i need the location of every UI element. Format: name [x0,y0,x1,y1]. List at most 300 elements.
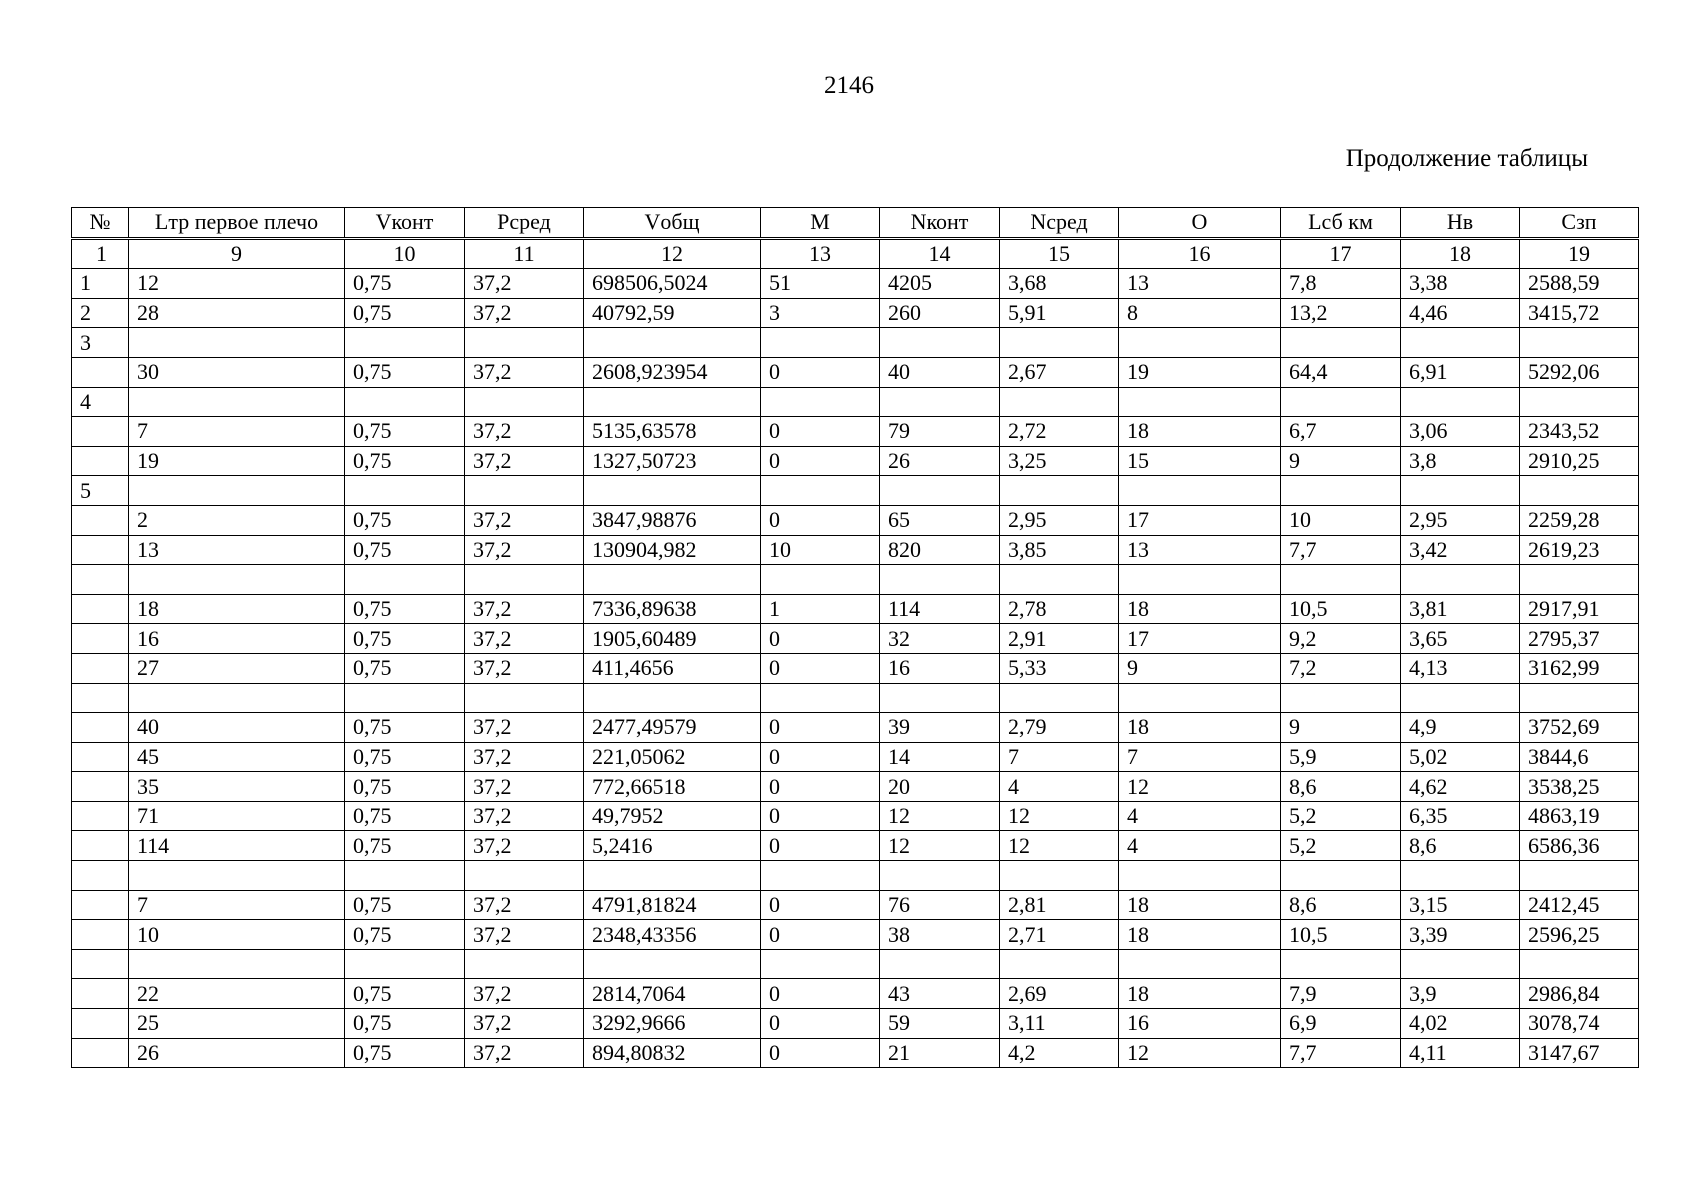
table-cell: 0 [761,920,880,950]
table-cell: 0,75 [345,920,465,950]
table-cell: 37,2 [465,831,584,861]
table-cell [584,387,761,417]
column-header: № [72,208,129,239]
table-cell: 6,7 [1281,417,1401,447]
table-cell: 14 [880,742,1000,772]
table-row [72,417,1639,447]
table-cell: 79 [880,417,1000,447]
table-cell: 3,8 [1401,446,1520,476]
table-cell: 18 [1119,594,1281,624]
table-cell: 3,65 [1401,624,1520,654]
table-cell: 3,39 [1401,920,1520,950]
table-cell: 10,5 [1281,920,1401,950]
table-cell: 0,75 [345,417,465,447]
table-cell: 4,62 [1401,772,1520,802]
table-cell: 3,25 [1000,446,1119,476]
table-cell: 5 [72,476,129,506]
table-cell [1520,387,1639,417]
table-cell: 2986,84 [1520,979,1639,1009]
table-cell: 0 [761,979,880,1009]
table-cell: 37,2 [465,535,584,565]
table-cell: 40792,59 [584,298,761,328]
table-cell: 35 [129,772,345,802]
table-cell: 0,75 [345,653,465,683]
table-cell [1520,949,1639,979]
table-cell: 3,06 [1401,417,1520,447]
table-cell [129,476,345,506]
table-cell: 16 [1119,1009,1281,1039]
table-cell: 5,2 [1281,801,1401,831]
table-cell: 7 [1119,742,1281,772]
column-header: Lсб км [1281,208,1401,239]
table-row [72,328,1639,358]
table-cell: 2477,49579 [584,713,761,743]
table-cell: 13 [1119,269,1281,299]
table-cell: 2343,52 [1520,417,1639,447]
column-number: 18 [1401,238,1520,269]
table-cell: 3,85 [1000,535,1119,565]
table-row [72,387,1639,417]
column-header: Hв [1401,208,1520,239]
table-cell [72,801,129,831]
table-cell [880,949,1000,979]
table-cell [584,328,761,358]
table-cell: 0 [761,417,880,447]
table-cell: 0 [761,357,880,387]
table-cell: 0,75 [345,594,465,624]
table-cell: 15 [1119,446,1281,476]
table-row [72,890,1639,920]
table-cell: 13 [1119,535,1281,565]
table-cell: 4,46 [1401,298,1520,328]
table-cell: 39 [880,713,1000,743]
table-cell: 37,2 [465,1038,584,1068]
table-cell: 8,6 [1401,831,1520,861]
table-cell [345,683,465,713]
table-cell [72,890,129,920]
table-cell [72,772,129,802]
table-cell: 0 [761,890,880,920]
table-cell: 2619,23 [1520,535,1639,565]
table-cell: 772,66518 [584,772,761,802]
table-cell: 17 [1119,624,1281,654]
table-cell: 0,75 [345,1009,465,1039]
column-number: 17 [1281,238,1401,269]
table-row [72,476,1639,506]
table-row [72,446,1639,476]
table-cell: 3752,69 [1520,713,1639,743]
table-cell: 9 [1281,713,1401,743]
table-cell: 0,75 [345,298,465,328]
table-cell: 0,75 [345,446,465,476]
table-cell: 2795,37 [1520,624,1639,654]
table-cell: 221,05062 [584,742,761,772]
table-cell [761,949,880,979]
table-cell: 1327,50723 [584,446,761,476]
table-cell: 0 [761,653,880,683]
table-cell [72,653,129,683]
table-cell [1281,861,1401,891]
table-row [72,801,1639,831]
table-cell [1000,328,1119,358]
table-cell: 0 [761,831,880,861]
table-cell [1520,861,1639,891]
table-cell [129,387,345,417]
table-row [72,535,1639,565]
table-cell: 2,67 [1000,357,1119,387]
table-cell [345,565,465,595]
table-cell: 13 [129,535,345,565]
table-cell: 3,15 [1401,890,1520,920]
table-cell [465,328,584,358]
table-cell: 37,2 [465,505,584,535]
table-cell [465,861,584,891]
column-number-row [72,238,1639,269]
table-cell: 12 [1000,831,1119,861]
table-cell [1401,387,1520,417]
table-cell: 894,80832 [584,1038,761,1068]
table-cell: 10 [129,920,345,950]
table-cell: 9 [1281,446,1401,476]
column-header: Nконт [880,208,1000,239]
table-cell [1119,565,1281,595]
table-cell: 4 [72,387,129,417]
table-cell: 37,2 [465,653,584,683]
table-cell: 2,91 [1000,624,1119,654]
table-cell [880,565,1000,595]
table-cell: 114 [880,594,1000,624]
table-cell: 32 [880,624,1000,654]
table-row [72,742,1639,772]
table-cell: 27 [129,653,345,683]
table-cell: 37,2 [465,742,584,772]
table-cell: 38 [880,920,1000,950]
table-cell: 5,2 [1281,831,1401,861]
table-cell: 10,5 [1281,594,1401,624]
table-cell: 2917,91 [1520,594,1639,624]
table-cell: 0,75 [345,713,465,743]
table-cell: 18 [1119,417,1281,447]
table-cell: 3078,74 [1520,1009,1639,1039]
table-cell: 4205 [880,269,1000,299]
table-cell: 0,75 [345,979,465,1009]
table-cell: 10 [761,535,880,565]
table-cell: 0 [761,505,880,535]
table-cell: 4,11 [1401,1038,1520,1068]
table-cell: 16 [880,653,1000,683]
table-row [72,772,1639,802]
table-cell: 12 [1119,772,1281,802]
table-cell: 9 [1119,653,1281,683]
table-cell: 2588,59 [1520,269,1639,299]
table-cell [72,1038,129,1068]
table-cell: 0 [761,713,880,743]
table-cell: 4791,81824 [584,890,761,920]
table-cell [1520,683,1639,713]
table-continuation-label: Продолжение таблицы [1345,145,1588,172]
table-cell [1520,328,1639,358]
table-cell: 4 [1119,801,1281,831]
table-cell: 37,2 [465,890,584,920]
table-cell: 0,75 [345,269,465,299]
table-cell [1000,565,1119,595]
table-cell: 0,75 [345,505,465,535]
table-cell: 76 [880,890,1000,920]
column-number: 13 [761,238,880,269]
table-cell [1000,476,1119,506]
column-number: 10 [345,238,465,269]
table-cell [345,387,465,417]
table-header-row [72,208,1639,239]
table-cell [1520,565,1639,595]
table-cell: 3,38 [1401,269,1520,299]
table-cell [345,949,465,979]
table-cell: 5292,06 [1520,357,1639,387]
table-cell: 3,9 [1401,979,1520,1009]
table-cell [1401,565,1520,595]
table-cell [465,565,584,595]
table-cell: 7,7 [1281,535,1401,565]
table-cell [129,861,345,891]
table-cell: 37,2 [465,979,584,1009]
table-cell: 40 [129,713,345,743]
column-header: Cзп [1520,208,1639,239]
table-cell: 12 [880,831,1000,861]
table-cell [880,328,1000,358]
page-number: 2146 [824,72,874,99]
column-header: O [1119,208,1281,239]
table-row [72,653,1639,683]
table-cell: 4,13 [1401,653,1520,683]
column-number: 16 [1119,238,1281,269]
table-cell: 71 [129,801,345,831]
column-header: Vобщ [584,208,761,239]
table-cell [584,476,761,506]
table-cell: 3847,98876 [584,505,761,535]
table-cell [72,742,129,772]
table-cell [1000,861,1119,891]
table-cell [72,357,129,387]
table-cell: 4,2 [1000,1038,1119,1068]
table-cell [1401,476,1520,506]
table-cell: 7,7 [1281,1038,1401,1068]
table-cell: 5,9 [1281,742,1401,772]
table-cell [584,683,761,713]
table-cell [1119,328,1281,358]
column-number: 15 [1000,238,1119,269]
table-cell: 2,95 [1401,505,1520,535]
table-cell [345,861,465,891]
table-cell [761,683,880,713]
table-cell: 17 [1119,505,1281,535]
table-cell: 18 [129,594,345,624]
table-row [72,505,1639,535]
table-cell: 7336,89638 [584,594,761,624]
table-cell: 20 [880,772,1000,802]
table-row [72,594,1639,624]
table-cell [72,417,129,447]
table-cell: 7 [129,890,345,920]
table-row [72,1009,1639,1039]
table-cell: 5135,63578 [584,417,761,447]
table-cell [72,594,129,624]
table-cell [761,861,880,891]
table-cell [72,949,129,979]
table-cell [1281,949,1401,979]
table-cell: 43 [880,979,1000,1009]
table-cell: 0,75 [345,357,465,387]
table-cell: 0,75 [345,535,465,565]
table-cell: 3162,99 [1520,653,1639,683]
table-cell: 2 [72,298,129,328]
table-cell: 0,75 [345,742,465,772]
table-cell [465,476,584,506]
table-cell: 10 [1281,505,1401,535]
table-cell [1119,476,1281,506]
table-row [72,357,1639,387]
table-row [72,624,1639,654]
table-cell [465,683,584,713]
column-header: M [761,208,880,239]
table-cell: 49,7952 [584,801,761,831]
column-number: 1 [72,238,129,269]
table-cell [584,565,761,595]
table-cell: 37,2 [465,624,584,654]
table-row [72,920,1639,950]
table-cell: 7,2 [1281,653,1401,683]
table-cell [72,979,129,1009]
table-cell: 3415,72 [1520,298,1639,328]
column-header: Vконт [345,208,465,239]
table-cell: 0,75 [345,1038,465,1068]
table-cell: 37,2 [465,1009,584,1039]
table-cell: 2,81 [1000,890,1119,920]
column-number: 14 [880,238,1000,269]
table-cell [465,387,584,417]
table-cell: 1 [761,594,880,624]
table-cell: 698506,5024 [584,269,761,299]
table-cell: 8,6 [1281,890,1401,920]
table-cell: 2348,43356 [584,920,761,950]
table-cell: 1905,60489 [584,624,761,654]
table-cell [584,861,761,891]
table-row [72,949,1639,979]
column-number: 9 [129,238,345,269]
table-cell: 19 [1119,357,1281,387]
table-cell: 6,9 [1281,1009,1401,1039]
table-cell: 18 [1119,713,1281,743]
table-cell: 12 [880,801,1000,831]
table-cell: 16 [129,624,345,654]
table-cell: 2814,7064 [584,979,761,1009]
table-cell [1281,387,1401,417]
table-cell: 3 [761,298,880,328]
table-cell [72,446,129,476]
table-cell: 37,2 [465,417,584,447]
table-cell: 37,2 [465,801,584,831]
table-cell [72,713,129,743]
table-cell [1119,861,1281,891]
table-cell [880,476,1000,506]
table-cell: 7 [129,417,345,447]
table-cell [1401,949,1520,979]
table-cell [584,949,761,979]
table-cell: 26 [880,446,1000,476]
table-body [72,269,1639,1068]
table-row [72,1038,1639,1068]
table-cell [1401,328,1520,358]
table-cell [72,535,129,565]
table-cell [1281,476,1401,506]
table-cell: 4 [1000,772,1119,802]
table-cell [1401,683,1520,713]
table-cell: 12 [1119,1038,1281,1068]
table-cell: 25 [129,1009,345,1039]
column-header: Pсред [465,208,584,239]
table-cell: 3,81 [1401,594,1520,624]
table-cell: 59 [880,1009,1000,1039]
table-cell: 9,2 [1281,624,1401,654]
table-cell [72,565,129,595]
column-number: 11 [465,238,584,269]
table-row [72,269,1639,299]
table-cell: 0,75 [345,890,465,920]
table-cell: 4863,19 [1520,801,1639,831]
table-cell [72,1009,129,1039]
table-cell [1000,387,1119,417]
table-cell: 2,79 [1000,713,1119,743]
table-cell: 2608,923954 [584,357,761,387]
table-cell: 3,42 [1401,535,1520,565]
table-cell: 2 [129,505,345,535]
table-cell [465,949,584,979]
table-cell: 130904,982 [584,535,761,565]
table-cell [129,683,345,713]
table-cell: 51 [761,269,880,299]
table-cell: 37,2 [465,446,584,476]
table-cell [1281,565,1401,595]
table-cell: 2,69 [1000,979,1119,1009]
table-cell [1281,683,1401,713]
table-cell: 2596,25 [1520,920,1639,950]
table-cell [72,505,129,535]
table-cell: 4,02 [1401,1009,1520,1039]
table-cell: 820 [880,535,1000,565]
table-cell: 2910,25 [1520,446,1639,476]
table-cell: 0 [761,801,880,831]
table-cell [72,831,129,861]
table-cell: 7,9 [1281,979,1401,1009]
table-cell [1000,683,1119,713]
table-cell: 0,75 [345,801,465,831]
table-cell: 7,8 [1281,269,1401,299]
table-cell [1401,861,1520,891]
table-cell [129,565,345,595]
table-cell: 8 [1119,298,1281,328]
table-cell: 5,02 [1401,742,1520,772]
table-cell: 12 [129,269,345,299]
table-row [72,713,1639,743]
table-cell: 0 [761,1038,880,1068]
table-cell [1520,476,1639,506]
table-cell: 65 [880,505,1000,535]
table-cell: 37,2 [465,269,584,299]
table-cell: 3,68 [1000,269,1119,299]
table-cell: 3,11 [1000,1009,1119,1039]
table-cell: 3147,67 [1520,1038,1639,1068]
table-cell [72,624,129,654]
table-cell: 260 [880,298,1000,328]
